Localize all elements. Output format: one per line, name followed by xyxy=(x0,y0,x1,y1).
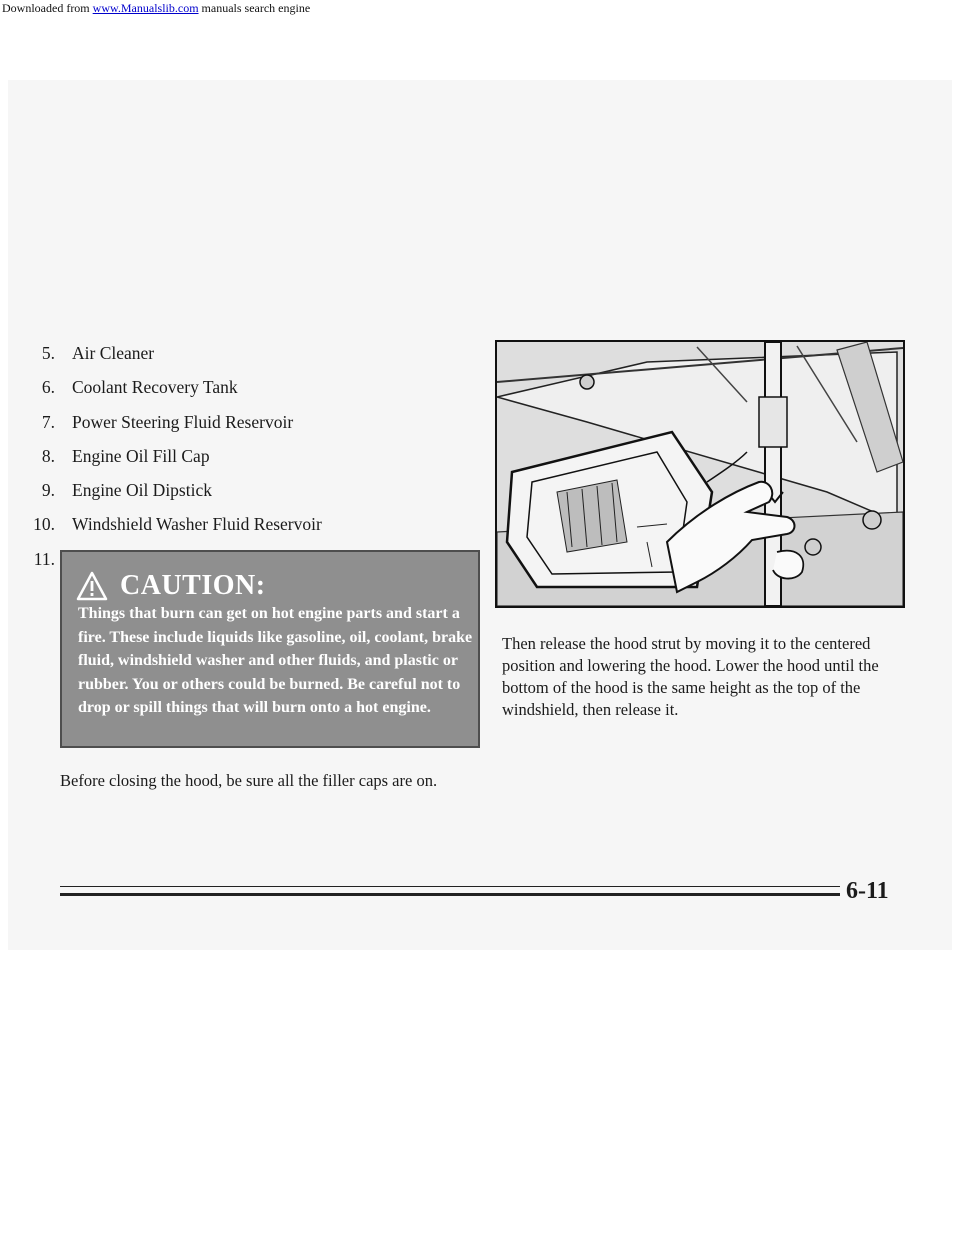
warning-triangle-icon xyxy=(76,571,108,601)
caution-box xyxy=(60,550,480,748)
watermark: Carmanualsonline.info xyxy=(590,1226,716,1240)
list-item-number: 9. xyxy=(41,480,55,501)
list-item-label: Engine Oil Dipstick xyxy=(72,480,212,501)
list-item-number: 6. xyxy=(41,377,55,398)
footer-rule-top xyxy=(60,886,840,887)
list-item-label: Air Cleaner xyxy=(72,343,155,363)
list-item-number: 10. xyxy=(33,514,55,535)
list-item-label: Windshield Washer Fluid Reservoir xyxy=(72,514,322,535)
filler-caps-paragraph: Before closing the hood, be sure all the filler caps are on. xyxy=(60,771,438,790)
list-item-number: 11. xyxy=(33,548,55,569)
list-item xyxy=(18,439,322,473)
caution-text: Things that burn can get on hot engine parts and start a fire. These include liquids like gasoline, oil, coolant, brake fluid, windshield washer and other fluids, and plastic or rubber. You or others could be burned. Be careful not to drop or spill things that will burn onto a hot engine. xyxy=(78,605,473,716)
download-header xyxy=(0,0,960,16)
caution-heading xyxy=(76,566,266,606)
hood-release-paragraph: Then release the hood strut by moving it to the centered position and lowering the hood. Lower the hood until the bottom of the hood is the same height as the top of the windshield, then release it. xyxy=(502,634,879,719)
footer-rule-bottom xyxy=(60,893,840,896)
list-item xyxy=(18,336,322,370)
engine-parts-list xyxy=(18,336,322,576)
hood-strut-illustration xyxy=(495,340,905,608)
manualslib-link[interactable]: www.Manualslib.com xyxy=(92,1,199,15)
list-item-label: Engine Oil Fill Cap xyxy=(72,445,210,466)
page-number: 6-11 xyxy=(846,878,889,904)
header-suffix: manuals search engine xyxy=(201,1,311,15)
list-item-number: 5. xyxy=(41,343,55,363)
list-item xyxy=(18,405,322,439)
list-item-label: Power Steering Fluid Reservoir xyxy=(72,411,294,432)
caution-title: CAUTION: xyxy=(120,570,266,601)
list-item-label: Coolant Recovery Tank xyxy=(72,377,238,398)
list-item xyxy=(18,370,322,404)
list-item xyxy=(18,507,322,541)
list-item xyxy=(18,473,322,507)
list-item-number: 8. xyxy=(41,445,55,466)
header-prefix: Downloaded from xyxy=(2,1,90,15)
hood-strut-drawing xyxy=(497,342,903,606)
list-item-number: 7. xyxy=(41,411,55,432)
